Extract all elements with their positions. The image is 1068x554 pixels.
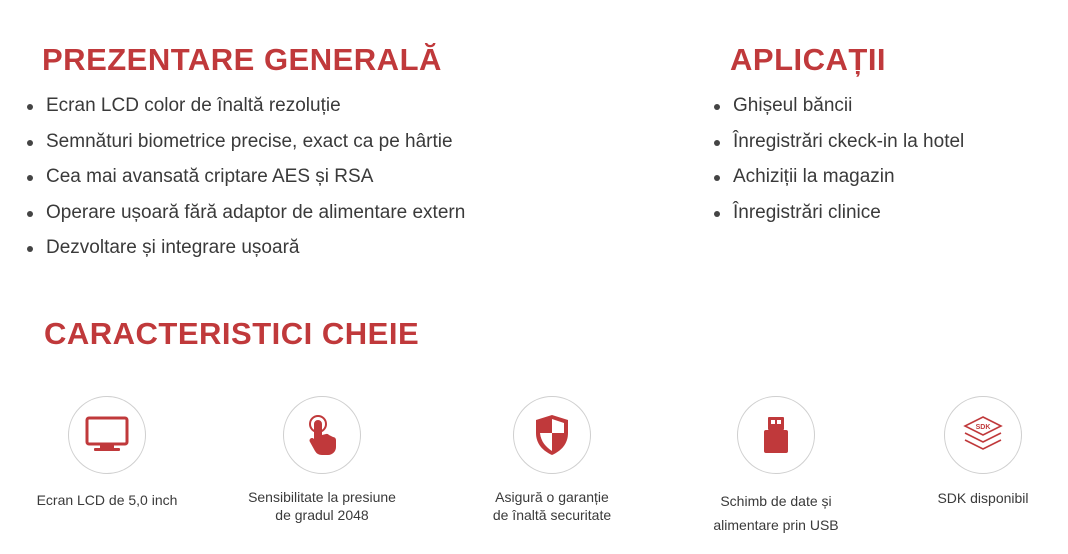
feature-label-line: Schimb de date și <box>720 493 832 509</box>
feature-pressure-sensitivity <box>222 396 422 523</box>
feature-label-line: Ecran LCD de 5,0 inch <box>36 492 178 508</box>
feature-icon-circle <box>513 396 591 474</box>
list-item: Dezvoltare și integrare ușoară <box>24 237 465 273</box>
feature-sdk <box>883 396 1068 506</box>
feature-lcd-screen <box>7 396 207 508</box>
applications-heading: APLICAȚII <box>730 42 887 77</box>
feature-label <box>7 491 207 509</box>
features-heading: CARACTERISTICI CHEIE <box>44 316 420 351</box>
sdk-badge-text: SDK <box>975 424 991 431</box>
feature-icon-circle <box>283 396 361 474</box>
feature-label <box>676 489 876 537</box>
list-item: Cea mai avansată criptare AES și RSA <box>24 166 465 202</box>
list-item: Ghișeul băncii <box>711 95 964 131</box>
list-item: Înregistrări ckeck-in la hotel <box>711 131 964 167</box>
usb-icon <box>759 415 793 455</box>
feature-label <box>222 488 422 524</box>
feature-icon-circle <box>944 396 1022 474</box>
list-item: Achiziții la magazin <box>711 166 964 202</box>
feature-label-line: Sensibilitate la presiune <box>248 489 396 505</box>
feature-icon-circle <box>68 396 146 474</box>
touch-hand-icon <box>302 413 342 457</box>
list-item: Semnături biometrice precise, exact ca pe hârtie <box>24 131 465 167</box>
shield-icon <box>533 413 571 457</box>
list-item: Înregistrări clinice <box>711 202 964 238</box>
monitor-icon <box>84 415 130 455</box>
feature-label <box>883 489 1068 507</box>
list-item: Operare ușoară fără adaptor de alimentare extern <box>24 202 465 238</box>
feature-label-line: SDK disponibil <box>937 490 1029 506</box>
sdk-layers-icon <box>961 415 1005 455</box>
feature-label-line: de gradul 2048 <box>275 507 369 523</box>
feature-usb <box>676 396 876 533</box>
overview-heading: PREZENTARE GENERALĂ <box>42 42 442 77</box>
feature-security <box>452 396 652 523</box>
feature-label-line: Asigură o garanție <box>495 489 609 505</box>
feature-label <box>452 488 652 524</box>
feature-label-line: alimentare prin USB <box>713 517 839 533</box>
applications-list <box>711 95 964 237</box>
list-item: Ecran LCD color de înaltă rezoluție <box>24 95 465 131</box>
feature-label-line: de înaltă securitate <box>492 507 612 523</box>
feature-icon-circle <box>737 396 815 474</box>
overview-list <box>24 95 465 273</box>
